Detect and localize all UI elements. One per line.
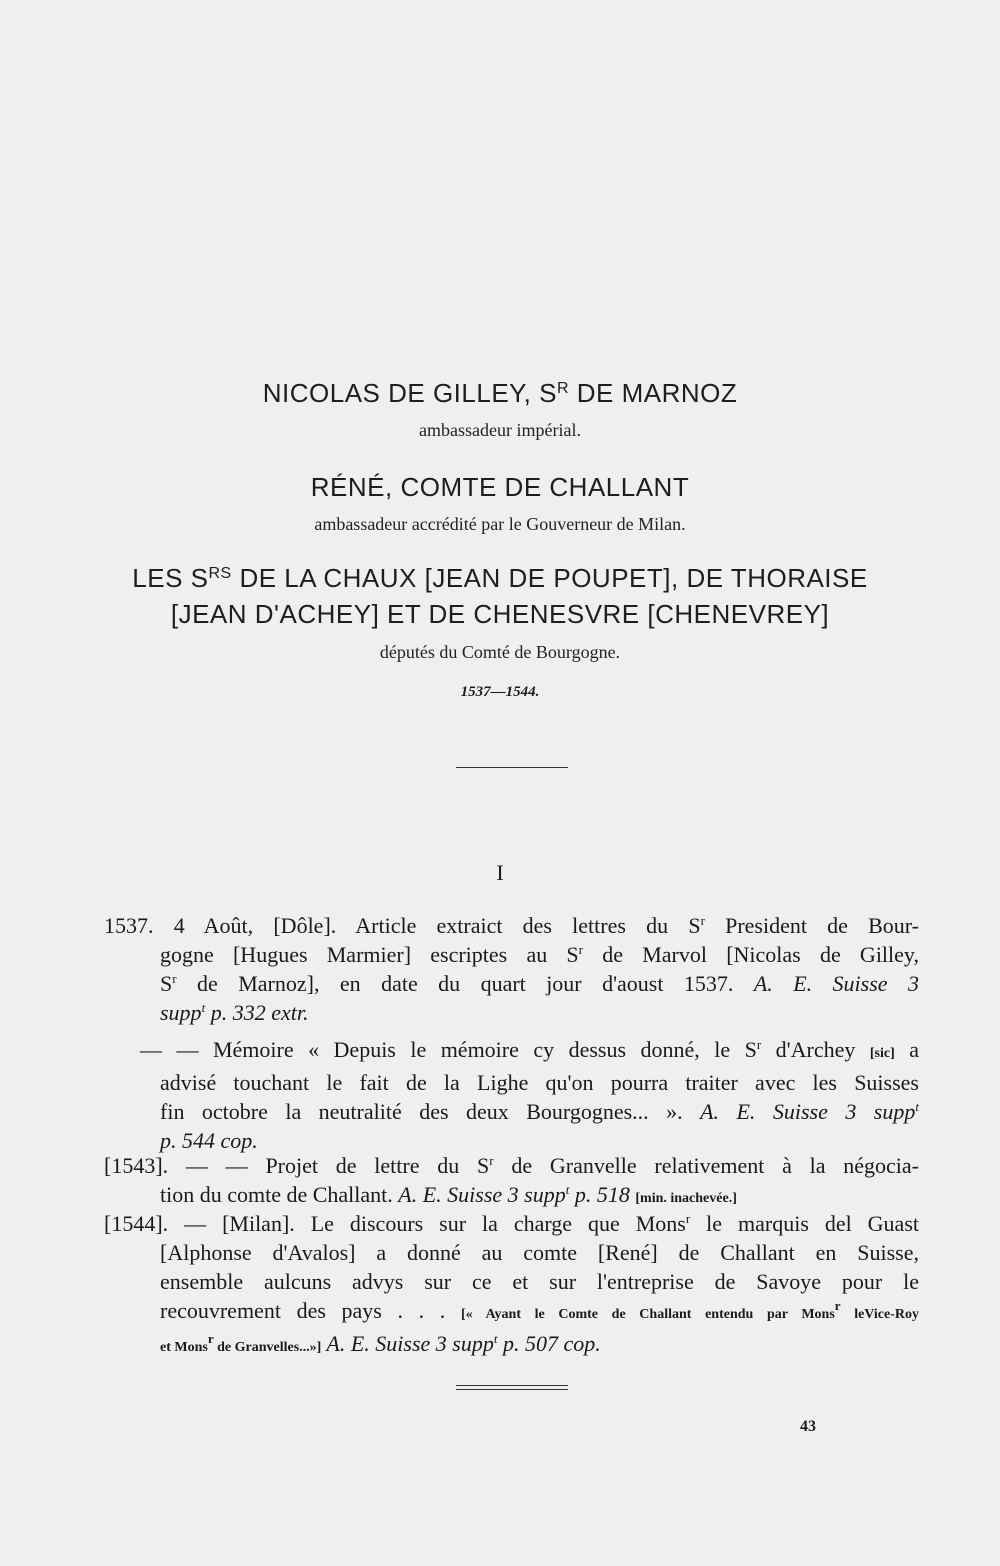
entry-1543 (104, 1151, 919, 1213)
title-deputes-pre: LES S (132, 563, 209, 593)
entry-memoire-line4: p. 544 cop. (160, 1128, 258, 1153)
entry-1544-line5: et Mons$^r$ de Granvelles...»] A. E. Suisse 3 supp$^t$ p. 507 cop. (160, 1331, 601, 1356)
title-gilley-sup: R (556, 380, 570, 397)
entry-1544-line3: ensemble aulcuns advys sur ce et sur l'entreprise de Savoye pour le (160, 1269, 919, 1294)
title-deputes-line1 (0, 563, 1000, 594)
title-deputes-line2 (0, 599, 1000, 630)
entry-1544-line4: recouvrement des pays . . . [« Ayant le Comte de Challant entendu par Mons$^r$ leVice-Roy (160, 1298, 919, 1323)
entry-1537-line2: gogne [Hugues Marmier] escriptes au $S^r$ de Marvol [Nicolas de Gilley, (160, 942, 919, 967)
title-gilley (0, 378, 1000, 409)
entry-1543-line2: tion du comte de Challant. A. E. Suisse 3 supp$^t$ p. 518 [min. inachevée.] (160, 1182, 737, 1207)
date-range: 1537—1544. (460, 684, 540, 700)
entry-memoire-line3: fin octobre la neutralité des deux Bourgognes... ». A. E. Suisse 3 supp$^t$ (160, 1099, 919, 1124)
title-deputes-post: DE LA CHAUX [JEAN DE POUPET], DE THORAISE (231, 563, 868, 593)
entry-memoire (104, 1035, 919, 1155)
entry-1544-line1: [1544]. — [Milan]. Le discours sur la charge que Mons$^r$ le marquis del Guast (104, 1211, 919, 1236)
title-deputes-sup: RS (208, 565, 232, 582)
title-challant-text: RÉNÉ, COMTE DE CHALLANT (310, 472, 690, 502)
separator-rule (456, 767, 568, 768)
title-gilley-text: NICOLAS DE GILLEY, S (262, 378, 557, 408)
title-gilley-tail: DE MARNOZ (569, 378, 738, 408)
entry-1537 (104, 911, 919, 1027)
section-number: I (496, 860, 504, 885)
entry-1544-line2: [Alphonse d'Avalos] a donné au comte [René] de Challant en Suisse, (160, 1240, 919, 1265)
subtitle-challant: ambassadeur accrédité par le Gouverneur de Milan. (314, 514, 686, 534)
end-rule-top (456, 1385, 568, 1386)
entry-1537-line4: supp$^t$ p. 332 extr. (160, 1000, 309, 1025)
subtitle-deputes: députés du Comté de Bourgogne. (379, 642, 621, 662)
entry-memoire-line2: advisé touchant le fait de la Lighe qu'on pourra traiter avec les Suisses (160, 1070, 919, 1095)
entry-1543-line1: [1543]. — — Projet de lettre du $S^r$ de Granvelle relativement à la négocia- (104, 1153, 919, 1178)
entry-1537-line1: 1537. 4 Août, [Dôle]. Article extraict des lettres du $S^r$ President de Bour- (104, 913, 920, 938)
end-rule-bottom (456, 1389, 568, 1390)
subtitle-gilley: ambassadeur impérial. (419, 420, 581, 440)
title-challant (0, 472, 1000, 503)
entry-1537-line3: $S^r$ de Marnoz], en date du quart jour d'aoust 1537. A. E. Suisse 3 (160, 971, 919, 996)
entry-1544 (104, 1209, 919, 1362)
entry-memoire-line1: — — Mémoire « Depuis le mémoire cy dessus donné, le $S^r$ d'Archey [sic] a (140, 1037, 919, 1062)
title-deputes-line2-text: [JEAN D'ACHEY] ET DE CHENESVRE [CHENEVREY] (170, 599, 830, 629)
page-number: 43 (800, 1418, 816, 1435)
